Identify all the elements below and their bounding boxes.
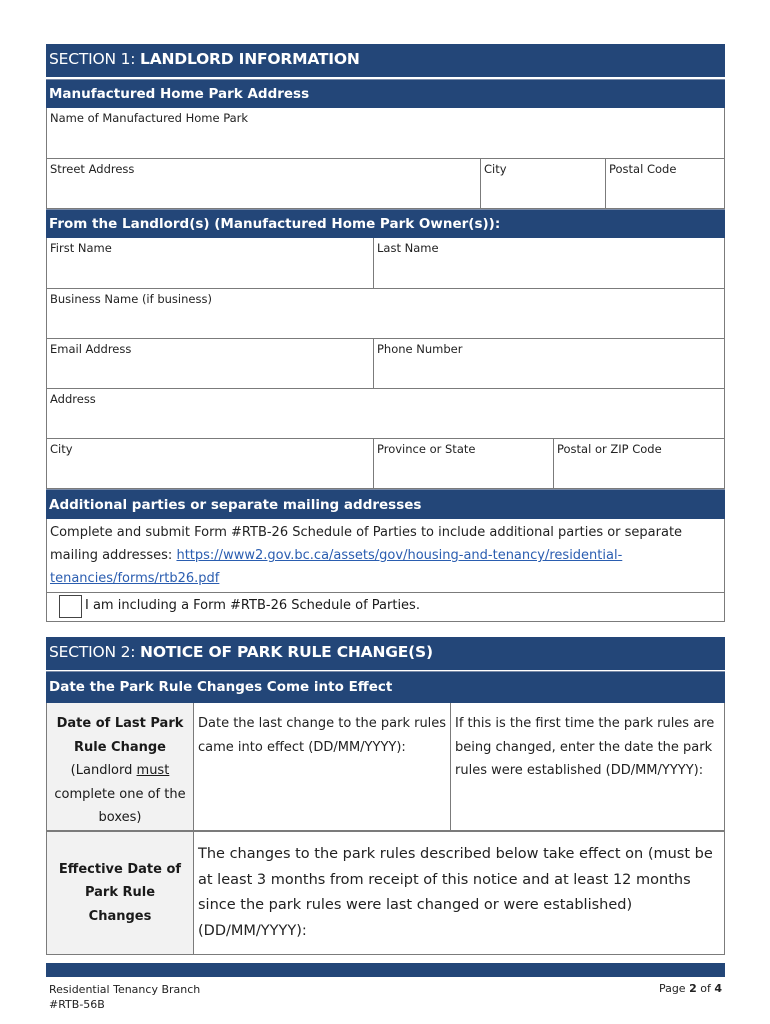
province-label: Province or State: [377, 442, 476, 456]
footer-org-block: [49, 982, 200, 1012]
last-change-label-cell: [47, 703, 194, 830]
last-change-date-text: Date the last change to the park rules came into effect (DD/MM/YYYY):: [198, 716, 447, 755]
section-1-header: [46, 44, 725, 77]
location-row: [46, 439, 725, 489]
business-row: [46, 289, 725, 339]
effective-date-label: Effective Date of Park Rule Changes: [58, 861, 182, 924]
footer-org: Residential Tenancy Branch: [49, 983, 201, 996]
landlord-header: From the Landlord(s) (Manufactured Home Park Owner(s)):: [46, 209, 725, 238]
email-label: Email Address: [50, 342, 132, 356]
last-change-note-pre: (Landlord: [70, 763, 133, 778]
footer-form-id: #RTB-56B: [49, 998, 105, 1011]
email-field[interactable]: [47, 339, 373, 388]
additional-parties-info: [46, 519, 725, 593]
park-city-field[interactable]: [480, 159, 605, 208]
business-name-label: Business Name (if business): [50, 292, 212, 306]
landlord-city-field[interactable]: [47, 439, 373, 488]
street-address-row: [46, 159, 725, 209]
last-change-date-box[interactable]: [194, 703, 451, 830]
section-1-prefix: SECTION 1:: [49, 50, 136, 68]
rules-established-date-text: If this is the first time the park rules are being changed, enter the date the park rules were established (DD/MM/YYYY):: [455, 716, 715, 778]
street-address-label: Street Address: [50, 162, 135, 176]
park-postal-label: Postal Code: [609, 162, 677, 176]
last-change-note-post: complete one of the boxes): [54, 786, 186, 825]
zip-label: Postal or ZIP Code: [557, 442, 662, 456]
schedule-checkbox-label: I am including a Form #RTB-26 Schedule of Parties.: [85, 598, 420, 613]
section-1-title: LANDLORD INFORMATION: [140, 50, 360, 68]
business-name-field[interactable]: [47, 289, 724, 338]
effective-date-box[interactable]: [194, 832, 724, 954]
landlord-address-label: Address: [50, 392, 96, 406]
park-name-label: Name of Manufactured Home Park: [50, 111, 249, 125]
name-row: [46, 238, 725, 289]
phone-label: Phone Number: [377, 342, 463, 356]
last-name-label: Last Name: [377, 241, 439, 255]
dates-header: Date the Park Rule Changes Come into Effect: [46, 671, 725, 703]
first-name-label: First Name: [50, 241, 112, 255]
effective-date-text: The changes to the park rules described below take effect on (must be at least 3 months from receipt of this notice and at least 12 months since the park rules were last changed or were established) (DD/MM/YYYY):: [198, 846, 713, 939]
landlord-address-field[interactable]: [47, 389, 724, 438]
section-2-prefix: SECTION 2:: [49, 643, 136, 661]
page-current: 2: [689, 982, 697, 995]
zip-field[interactable]: [553, 439, 724, 488]
phone-field[interactable]: [373, 339, 724, 388]
park-name-row: [46, 108, 725, 159]
park-city-label: City: [484, 162, 507, 176]
additional-parties-header: Additional parties or separate mailing addresses: [46, 489, 725, 519]
landlord-city-label: City: [50, 442, 73, 456]
page-total: 4: [714, 982, 722, 995]
effective-date-row: [46, 831, 725, 955]
page-number: [659, 982, 722, 995]
rules-established-date-box[interactable]: [451, 703, 724, 830]
section-2-header: [46, 637, 725, 670]
park-address-header: Manufactured Home Park Address: [46, 79, 725, 108]
park-name-field[interactable]: [47, 108, 724, 158]
footer-bar: [46, 963, 725, 977]
page-of: of: [700, 982, 711, 995]
street-address-field[interactable]: [47, 159, 480, 208]
park-postal-field[interactable]: [605, 159, 724, 208]
first-name-field[interactable]: [47, 238, 373, 288]
additional-parties-text: Complete and submit Form #RTB-26 Schedule of Parties to include additional parties or separate mailing addresses:: [50, 525, 683, 563]
last-change-note-must: must: [136, 763, 170, 778]
last-name-field[interactable]: [373, 238, 724, 288]
section-2-title: NOTICE OF PARK RULE CHANGE(S): [140, 643, 433, 661]
effective-date-label-cell: [47, 832, 194, 954]
last-change-label: Date of Last Park Rule Change: [56, 716, 184, 755]
address-row: [46, 389, 725, 439]
schedule-of-parties-checkbox[interactable]: [59, 595, 82, 618]
rtb26-form-link[interactable]: https://www2.gov.bc.ca/assets/gov/housing-and-tenancy/residential-tenancies/forms/rtb26.pdf: [50, 548, 623, 586]
province-field[interactable]: [373, 439, 553, 488]
last-change-row: [46, 703, 725, 831]
page-prefix: Page: [658, 982, 686, 995]
schedule-checkbox-row: [46, 593, 725, 622]
contact-row: [46, 339, 725, 389]
